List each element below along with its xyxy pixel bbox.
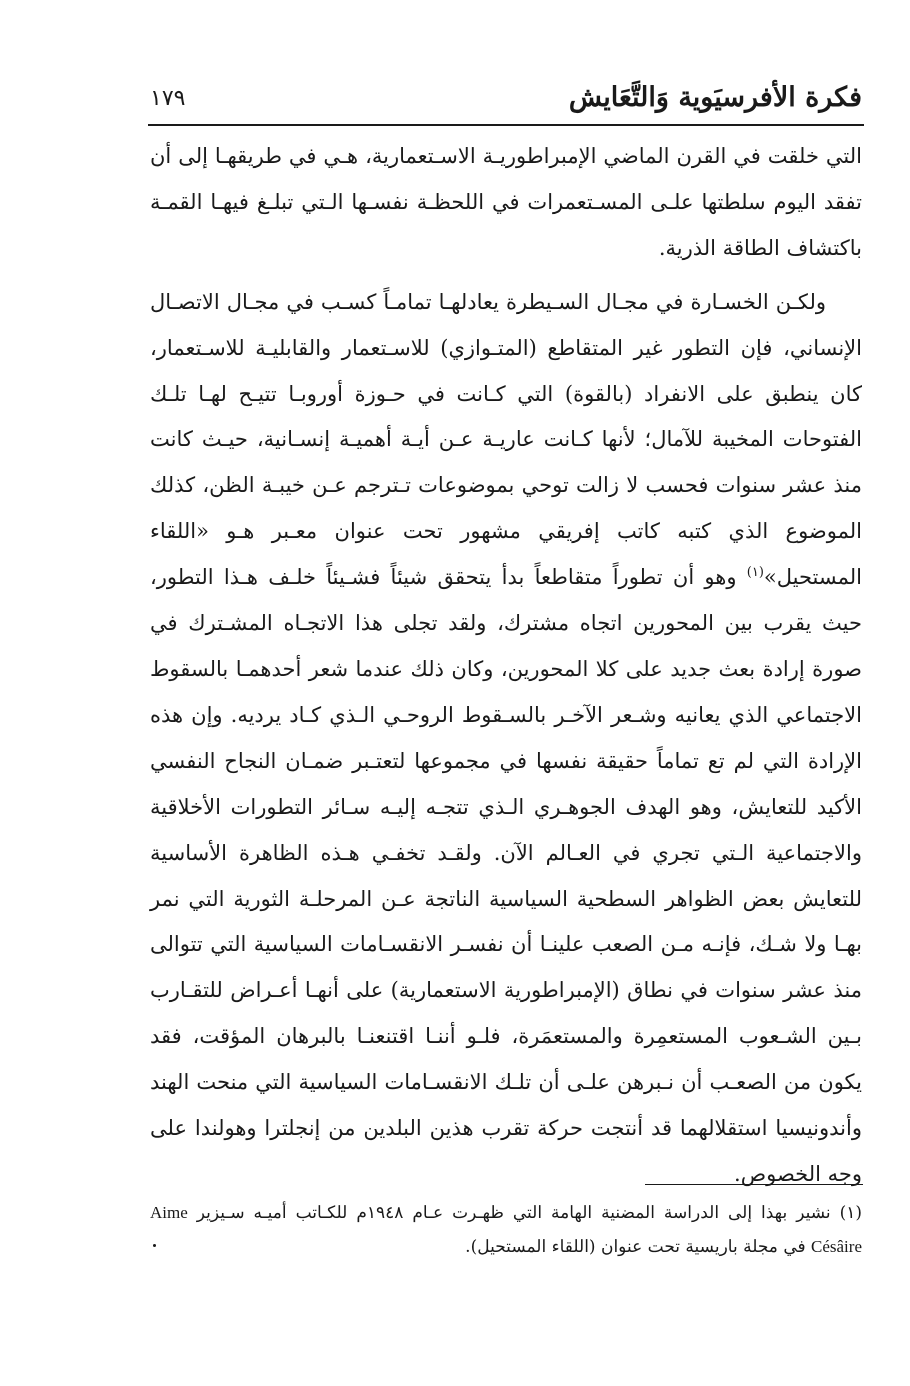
page-number: ١٧٩ — [150, 86, 186, 111]
footnote-reference: (١) — [746, 565, 764, 581]
paragraph-2-part-1: ولكـن الخسـارة في مجـال السـيطرة يعادلهـا تمامـاً كسـب في مجـال الاتصـال الإنساني، فإن التطور غير المتقاطع (المتـوازي) للاسـتعمار والقابليـة للاسـتعمار، كان ينطبق على الانفراد (بالقوة) التي كـانت في حـوزة أوروبـا تتيـح لهـا تلـك الفتوحات المخيبة للآمال؛ لأنها كـانت عاريـة عـن أيـة أهميـة إنسـانية، حيـث كانت منذ عشر سنوات فحسب لا زالت توحي بموضوعات تـترجم عـن خيبـة الظن، كذلك الموضوع الذي كتبه كاتب إفريقي مشهور تحت عنوان معـبر هـو «اللقاء المستحيل» — [150, 289, 862, 590]
footnote — [150, 1196, 862, 1264]
header-rule — [148, 124, 864, 126]
footnote-text: (١) نشير بهذا إلى الدراسة المضنية الهامة التي ظهـرت عـام ١٩٤٨م للكـاتب أميـه سـيزير — [196, 1203, 863, 1223]
print-speck — [153, 1244, 156, 1247]
body-text — [150, 134, 862, 1198]
running-title: فكرة الأفرسيَوية وَالتَّعَايش — [568, 82, 862, 113]
paragraph-2 — [150, 280, 862, 1198]
paragraph-2-part-2: وهو أن تطوراً متقاطعاً بدأ يتحقق شيئاً فشـيئاً خلـف هـذا التطور، حيث يقرب بين المحورين اتجاه مشترك، ولقد تجلى هذا الاتجـاه المشـترك في صورة إرادة بعث جديد على كلا المحورين، وكان ذلك عندما شعر أحدهمـا بالسقوط الاجتماعي الذي يعانيه وشـعر الآخـر بالسـقوط الروحـي الـذي كـاد يرديه. وإن هذه الإرادة التي لم تع تماماً حقيقة نفسها في مجموعها لتعتـبر ضمـان النجاح النفسي الأكيد للتعايش، وهو الهدف الجوهـري الـذي تتجـه إليـه سـائر التطورات الأخلاقية والاجتماعية الـتي تجري في العـالم الآن. ولقـد تخفـي هـذه الظاهرة الأساسية للتعايش بعض الظواهر السطحية السياسية الناتجة عـن المرحلـة الثورية التي نمر بهـا ولا شـك، فإنـه مـن الصعب علينـا أن نفسـر الانقسـامات السياسية التي تتوالى منذ عشر سنوات في نطاق (الإمبراطورية الاستعمارية) على أنهـا أعـراض للتقـارب بـين الشـعوب المستعمِرة والمستعمَرة، فلـو أننـا اقتنعنـا بالبرهان المؤقت، فقد يكون من الصعـب أن نـبرهن علـى أن تلـك الانقسـامات السياسية التي منحت الهند وأندونيسيا استقلالهما قد أنتجت حركة تقرب هذين البلدين من إنجلترا وهولندا على وجه الخصوص. — [150, 565, 862, 1186]
footnote-text-end: في مجلة باريسية تحت عنوان (اللقاء المستحيل). — [465, 1237, 812, 1257]
page-header — [150, 78, 862, 122]
footnote-rule — [645, 1184, 863, 1185]
footnote-paragraph — [150, 1196, 862, 1264]
footnote-latin-name: Aime Césâire — [150, 1203, 862, 1256]
paragraph-1: التي خلقت في القرن الماضي الإمبراطوريـة الاسـتعمارية، هـي في طريقهـا إلى أن تفقد اليوم سلطتها علـى المسـتعمرات في اللحظـة نفسـها الـتي تبلـغ فيهـا القمـة باكتشاف الطاقة الذرية. — [150, 144, 862, 260]
